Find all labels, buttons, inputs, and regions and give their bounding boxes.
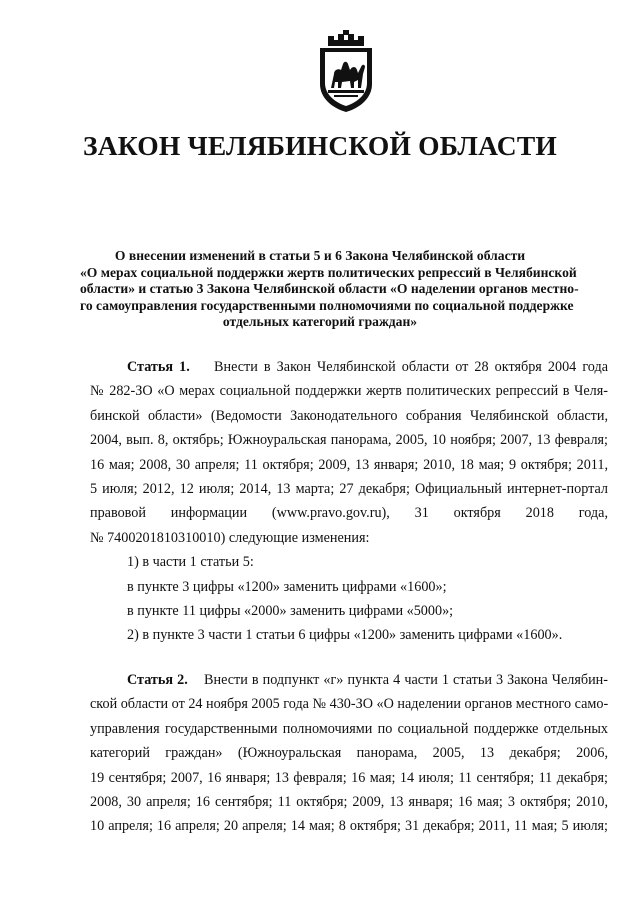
subtitle-line: «О мерах социальной поддержки жертв политических репрессий в Челябинской [80, 264, 577, 280]
article-1-line: правовой информации (www.pravo.gov.ru), 31 октября 2018 года, [90, 505, 608, 522]
article-2-line: ской области от 24 ноября 2005 года № 430-ЗО «О наделении органов местного само- [90, 696, 609, 713]
article-2-line: 19 сентября; 2007, 16 января; 13 февраля; 16 мая; 14 июля; 11 сентября; 11 декабря; [90, 769, 608, 786]
article-1-first-text: Внести в Закон Челябинской области от 28 октября 2004 года [214, 359, 608, 375]
article-1-first-line [90, 355, 608, 379]
article-1 [90, 355, 608, 648]
article-2-line: 2008, 30 апреля; 16 сентября; 11 октября; 2009, 13 января; 16 мая; 3 октября; 2010, [90, 794, 608, 811]
article-1-item: в пункте 11 цифры «2000» заменить цифрами «5000»; [127, 603, 454, 620]
article-1-line: № 282-ЗО «О мерах социальной поддержки жертв политических репрессий в Челя- [90, 383, 608, 400]
article-2-line: 10 апреля; 16 апреля; 20 апреля; 14 мая; 8 октября; 31 декабря; 2011, 11 мая; 5 июля; [90, 818, 608, 835]
article-1-line: бинской области» (Ведомости Законодательного собрания Челябинской области, [90, 407, 608, 424]
law-title: ЗАКОН ЧЕЛЯБИНСКОЙ ОБЛАСТИ [83, 130, 557, 161]
article-1-line: № 7400201810310010) следующие изменения: [90, 529, 370, 546]
subtitle-line: области» и статью 3 Закона Челябинской области «О наделении органов местно- [80, 281, 579, 297]
article-2-line: управления государственными полномочиями по социальной поддержке отдельных [90, 720, 608, 737]
subtitle-line: го самоуправления государственными полномочиями по социальной поддержке [80, 297, 574, 313]
subtitle-line: О внесении изменений в статьи 5 и 6 Закона Челябинской области [114, 248, 526, 263]
article-1-line: 16 мая; 2008, 30 апреля; 11 октября; 2009, 13 января; 2010, 18 мая; 9 октября; 2011, [90, 456, 608, 473]
article-1-item: 2) в пункте 3 части 1 статьи 6 цифры «1200» заменить цифрами «1600». [127, 627, 563, 644]
article-1-line: 5 июля; 2012, 12 июля; 2014, 13 марта; 27 декабря; Официальный интернет-портал [90, 481, 608, 498]
article-2-first-text: Внести в подпункт «г» пункта 4 части 1 статьи 3 Закона Челябин- [204, 672, 609, 688]
article-2 [90, 668, 608, 839]
article-1-line: 2004, вып. 8, октябрь; Южноуральская панорама, 2005, 10 ноября; 2007, 13 февраля; [90, 432, 608, 449]
law-subtitle [80, 248, 579, 331]
article-2-line: категорий граждан» (Южноуральская панорама, 2005, 13 декабря; 2006, [90, 745, 608, 762]
chelyabinsk-coat-of-arms-icon [314, 30, 378, 114]
article-1-label: Статья 1. [127, 359, 190, 375]
article-1-item: 1) в части 1 статьи 5: [127, 554, 254, 571]
article-2-label: Статья 2. [127, 672, 188, 688]
subtitle-line: отдельных категорий граждан» [222, 314, 418, 330]
article-2-first-line [90, 668, 608, 692]
article-1-item: в пункте 3 цифры «1200» заменить цифрами «1600»; [127, 578, 447, 595]
